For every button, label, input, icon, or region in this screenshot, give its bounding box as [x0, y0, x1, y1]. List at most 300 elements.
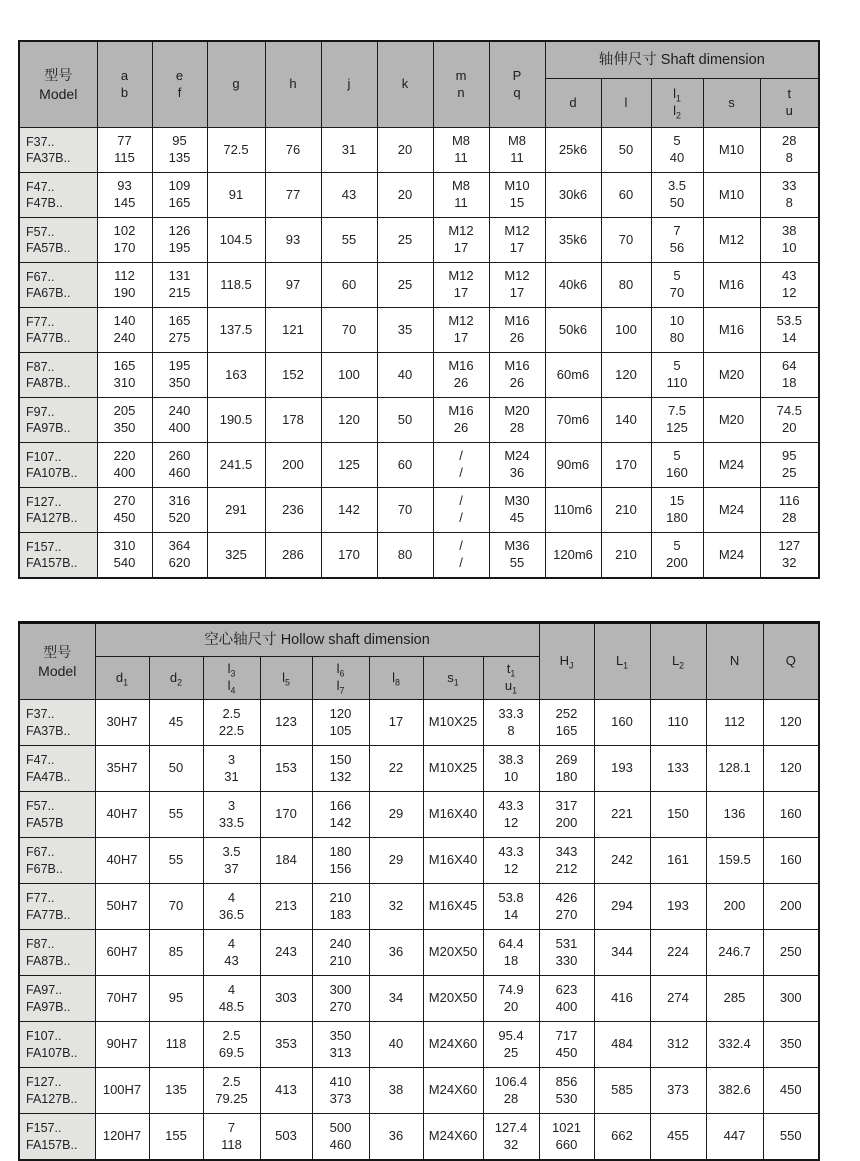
value-cell: 106.4 28 [483, 1068, 539, 1114]
value-cell: 585 [594, 1068, 650, 1114]
value-cell: 25k6 [545, 128, 601, 173]
value-cell: 210 [601, 533, 651, 579]
value-cell: 450 [763, 1068, 819, 1114]
value-cell: 110 [650, 700, 706, 746]
value-cell: 50k6 [545, 308, 601, 353]
model-column-header: 型号 Model [19, 41, 97, 128]
value-cell: 343 212 [539, 838, 594, 884]
value-cell: 100 [601, 308, 651, 353]
value-cell: 269 180 [539, 746, 594, 792]
value-cell: M10X25 [423, 700, 483, 746]
value-cell: M12 [703, 218, 760, 263]
value-cell: 60m6 [545, 353, 601, 398]
value-cell: 455 [650, 1114, 706, 1161]
value-cell: 270 450 [97, 488, 152, 533]
column-header-d: d [545, 79, 601, 128]
column-header-q-cap: Q [763, 623, 819, 700]
value-cell: 7 56 [651, 218, 703, 263]
value-cell: 77 [265, 173, 321, 218]
model-cell: F37.. FA37B.. [19, 128, 97, 173]
value-cell: 153 [260, 746, 312, 792]
value-cell: 350 [763, 1022, 819, 1068]
value-cell: 25 [377, 218, 433, 263]
value-cell: 4 36.5 [203, 884, 260, 930]
shaft-dimension-table [18, 40, 820, 579]
value-cell: 120 [763, 746, 819, 792]
value-cell: M24X60 [423, 1068, 483, 1114]
value-cell: 221 [594, 792, 650, 838]
hollow-shaft-dimension-table [18, 621, 820, 1161]
value-cell: 623 400 [539, 976, 594, 1022]
value-cell: 178 [265, 398, 321, 443]
value-cell: 210 183 [312, 884, 369, 930]
value-cell: 3.5 50 [651, 173, 703, 218]
value-cell: 29 [369, 838, 423, 884]
value-cell: 53.5 14 [760, 308, 819, 353]
value-cell: 717 450 [539, 1022, 594, 1068]
value-cell: 135 [149, 1068, 203, 1114]
value-cell: 70m6 [545, 398, 601, 443]
value-cell: 150 132 [312, 746, 369, 792]
value-cell: 2.5 79.25 [203, 1068, 260, 1114]
value-cell: M30 45 [489, 488, 545, 533]
value-cell: 166 142 [312, 792, 369, 838]
value-cell: 85 [149, 930, 203, 976]
value-cell: 3 31 [203, 746, 260, 792]
value-cell: 350 313 [312, 1022, 369, 1068]
value-cell: 95 25 [760, 443, 819, 488]
value-cell: M24 [703, 488, 760, 533]
value-cell: 310 540 [97, 533, 152, 579]
shaft-table-body [19, 128, 819, 579]
value-cell: 127 32 [760, 533, 819, 579]
value-cell: M16 [703, 308, 760, 353]
value-cell: 40H7 [95, 838, 149, 884]
column-header-l3-l4: $l_3$ $l_4$ [203, 657, 260, 700]
value-cell: 220 400 [97, 443, 152, 488]
value-cell: 3.5 37 [203, 838, 260, 884]
table-row [19, 838, 819, 884]
table-row [19, 1068, 819, 1114]
value-cell: 316 520 [152, 488, 207, 533]
model-column-header: 型号 Model [19, 623, 95, 700]
value-cell: 224 [650, 930, 706, 976]
model-cell: F47.. F47B.. [19, 173, 97, 218]
model-cell: F87.. FA87B.. [19, 353, 97, 398]
model-cell: F67.. F67B.. [19, 838, 95, 884]
column-header-t-u: t u [760, 79, 819, 128]
value-cell: 72.5 [207, 128, 265, 173]
value-cell: 10 80 [651, 308, 703, 353]
value-cell: M10 [703, 128, 760, 173]
value-cell: / / [433, 488, 489, 533]
value-cell: 40 [377, 353, 433, 398]
value-cell: 200 [265, 443, 321, 488]
value-cell: 200 [763, 884, 819, 930]
value-cell: 240 400 [152, 398, 207, 443]
table-row [19, 792, 819, 838]
value-cell: 28 8 [760, 128, 819, 173]
value-cell: 110m6 [545, 488, 601, 533]
value-cell: 382.6 [706, 1068, 763, 1114]
value-cell: 5 40 [651, 128, 703, 173]
column-header-l6-l7: $l_6$ $l_7$ [312, 657, 369, 700]
model-cell: F157.. FA157B.. [19, 533, 97, 579]
value-cell: 93 145 [97, 173, 152, 218]
value-cell: 40 [369, 1022, 423, 1068]
value-cell: 5 200 [651, 533, 703, 579]
value-cell: 60H7 [95, 930, 149, 976]
value-cell: 121 [265, 308, 321, 353]
value-cell: 80 [601, 263, 651, 308]
table-row [19, 173, 819, 218]
value-cell: 53.8 14 [483, 884, 539, 930]
value-cell: 140 [601, 398, 651, 443]
value-cell: M12 17 [489, 263, 545, 308]
value-cell: 165 310 [97, 353, 152, 398]
value-cell: 294 [594, 884, 650, 930]
column-header-l1-cap: $L_1$ [594, 623, 650, 700]
value-cell: 240 210 [312, 930, 369, 976]
value-cell: 300 [763, 976, 819, 1022]
value-cell: 3 33.5 [203, 792, 260, 838]
table-row [19, 884, 819, 930]
value-cell: M36 55 [489, 533, 545, 579]
value-cell: 241.5 [207, 443, 265, 488]
value-cell: M16 [703, 263, 760, 308]
value-cell: 120 105 [312, 700, 369, 746]
value-cell: / / [433, 443, 489, 488]
value-cell: 4 43 [203, 930, 260, 976]
value-cell: 364 620 [152, 533, 207, 579]
value-cell: 246.7 [706, 930, 763, 976]
value-cell: 64.4 18 [483, 930, 539, 976]
hollow-shaft-group-header: 空心轴尺寸 Hollow shaft dimension [95, 623, 539, 657]
value-cell: 77 115 [97, 128, 152, 173]
value-cell: 410 373 [312, 1068, 369, 1114]
value-cell: 137.5 [207, 308, 265, 353]
value-cell: 70 [377, 488, 433, 533]
value-cell: 60 [321, 263, 377, 308]
table-row [19, 218, 819, 263]
column-header-hj: $H_J$ [539, 623, 594, 700]
value-cell: 20 [377, 128, 433, 173]
value-cell: 70H7 [95, 976, 149, 1022]
value-cell: 447 [706, 1114, 763, 1161]
table-row [19, 700, 819, 746]
value-cell: M16X45 [423, 884, 483, 930]
value-cell: M24X60 [423, 1114, 483, 1161]
value-cell: 32 [369, 884, 423, 930]
value-cell: 25 [377, 263, 433, 308]
column-header-s: s [703, 79, 760, 128]
table-row [19, 353, 819, 398]
value-cell: M10 [703, 173, 760, 218]
column-header-d1: $d_1$ [95, 657, 149, 700]
value-cell: 38.3 10 [483, 746, 539, 792]
value-cell: 550 [763, 1114, 819, 1161]
value-cell: 100H7 [95, 1068, 149, 1114]
value-cell: 161 [650, 838, 706, 884]
value-cell: 856 530 [539, 1068, 594, 1114]
value-cell: 45 [149, 700, 203, 746]
column-header-l5: $l_5$ [260, 657, 312, 700]
value-cell: 36 [369, 930, 423, 976]
value-cell: M20 [703, 353, 760, 398]
value-cell: 2.5 69.5 [203, 1022, 260, 1068]
value-cell: 38 [369, 1068, 423, 1114]
value-cell: 285 [706, 976, 763, 1022]
value-cell: 38 10 [760, 218, 819, 263]
value-cell: M16 26 [489, 308, 545, 353]
value-cell: 503 [260, 1114, 312, 1161]
value-cell: 95 135 [152, 128, 207, 173]
value-cell: 116 28 [760, 488, 819, 533]
column-header-l2-cap: $L_2$ [650, 623, 706, 700]
value-cell: 126 195 [152, 218, 207, 263]
model-cell: F37.. FA37B.. [19, 700, 95, 746]
value-cell: 484 [594, 1022, 650, 1068]
value-cell: 531 330 [539, 930, 594, 976]
column-header-e-f: e f [152, 41, 207, 128]
value-cell: 195 350 [152, 353, 207, 398]
value-cell: M24 [703, 533, 760, 579]
value-cell: 33.3 8 [483, 700, 539, 746]
value-cell: 112 [706, 700, 763, 746]
column-header-n-cap: N [706, 623, 763, 700]
value-cell: 40H7 [95, 792, 149, 838]
value-cell: 50H7 [95, 884, 149, 930]
model-cell: F97.. FA97B.. [19, 398, 97, 443]
value-cell: 64 18 [760, 353, 819, 398]
table-row [19, 1114, 819, 1161]
value-cell: 30H7 [95, 700, 149, 746]
column-header-g: g [207, 41, 265, 128]
value-cell: 205 350 [97, 398, 152, 443]
value-cell: M10X25 [423, 746, 483, 792]
value-cell: M8 11 [489, 128, 545, 173]
value-cell: 70 [149, 884, 203, 930]
value-cell: 55 [149, 792, 203, 838]
column-header-m-n: m n [433, 41, 489, 128]
column-header-h: h [265, 41, 321, 128]
value-cell: 236 [265, 488, 321, 533]
value-cell: 35H7 [95, 746, 149, 792]
column-header-d2: $d_2$ [149, 657, 203, 700]
column-header-p-q: P q [489, 41, 545, 128]
value-cell: 95.4 25 [483, 1022, 539, 1068]
value-cell: 60 [601, 173, 651, 218]
table-row [19, 1022, 819, 1068]
value-cell: 60 [377, 443, 433, 488]
value-cell: 159.5 [706, 838, 763, 884]
value-cell: 312 [650, 1022, 706, 1068]
model-cell: F77.. FA77B.. [19, 308, 97, 353]
value-cell: 74.5 20 [760, 398, 819, 443]
value-cell: M12 17 [489, 218, 545, 263]
value-cell: 43 [321, 173, 377, 218]
value-cell: 31 [321, 128, 377, 173]
value-cell: 50 [601, 128, 651, 173]
table-row [19, 976, 819, 1022]
value-cell: 112 190 [97, 263, 152, 308]
value-cell: 97 [265, 263, 321, 308]
value-cell: 210 [601, 488, 651, 533]
value-cell: 76 [265, 128, 321, 173]
model-cell: F157.. FA157B.. [19, 1114, 95, 1161]
value-cell: 193 [594, 746, 650, 792]
value-cell: 120 [601, 353, 651, 398]
value-cell: 136 [706, 792, 763, 838]
value-cell: 184 [260, 838, 312, 884]
value-cell: 22 [369, 746, 423, 792]
value-cell: 93 [265, 218, 321, 263]
value-cell: M20 28 [489, 398, 545, 443]
value-cell: 104.5 [207, 218, 265, 263]
value-cell: 33 8 [760, 173, 819, 218]
model-cell: F107.. FA107B.. [19, 1022, 95, 1068]
model-cell: F127.. FA127B.. [19, 1068, 95, 1114]
value-cell: M12 17 [433, 263, 489, 308]
value-cell: M16 26 [433, 398, 489, 443]
value-cell: 180 156 [312, 838, 369, 884]
value-cell: 140 240 [97, 308, 152, 353]
value-cell: 55 [149, 838, 203, 884]
value-cell: 35k6 [545, 218, 601, 263]
table-row [19, 308, 819, 353]
value-cell: 123 [260, 700, 312, 746]
value-cell: 353 [260, 1022, 312, 1068]
value-cell: 17 [369, 700, 423, 746]
value-cell: 120 [321, 398, 377, 443]
table-row [19, 746, 819, 792]
value-cell: M20X50 [423, 976, 483, 1022]
value-cell: 70 [601, 218, 651, 263]
value-cell: 193 [650, 884, 706, 930]
value-cell: M12 17 [433, 218, 489, 263]
value-cell: 274 [650, 976, 706, 1022]
column-header-j: j [321, 41, 377, 128]
table-row [19, 488, 819, 533]
value-cell: 413 [260, 1068, 312, 1114]
value-cell: 213 [260, 884, 312, 930]
value-cell: M8 11 [433, 173, 489, 218]
column-header-a-b: a b [97, 41, 152, 128]
model-cell: F57.. FA57B.. [19, 218, 97, 263]
value-cell: 190.5 [207, 398, 265, 443]
value-cell: 7 118 [203, 1114, 260, 1161]
value-cell: 43.3 12 [483, 838, 539, 884]
value-cell: 15 180 [651, 488, 703, 533]
value-cell: 100 [321, 353, 377, 398]
value-cell: 160 [594, 700, 650, 746]
value-cell: M24X60 [423, 1022, 483, 1068]
value-cell: M8 11 [433, 128, 489, 173]
value-cell: 242 [594, 838, 650, 884]
value-cell: M12 17 [433, 308, 489, 353]
value-cell: 1021 660 [539, 1114, 594, 1161]
value-cell: 332.4 [706, 1022, 763, 1068]
value-cell: 426 270 [539, 884, 594, 930]
value-cell: 170 [260, 792, 312, 838]
value-cell: 118 [149, 1022, 203, 1068]
value-cell: 200 [706, 884, 763, 930]
value-cell: 70 [321, 308, 377, 353]
value-cell: 20 [377, 173, 433, 218]
value-cell: 91 [207, 173, 265, 218]
column-header-l: l [601, 79, 651, 128]
value-cell: 95 [149, 976, 203, 1022]
table-row [19, 930, 819, 976]
value-cell: 109 165 [152, 173, 207, 218]
value-cell: 120m6 [545, 533, 601, 579]
table-row [19, 263, 819, 308]
value-cell: 373 [650, 1068, 706, 1114]
value-cell: 5 110 [651, 353, 703, 398]
column-header-k: k [377, 41, 433, 128]
value-cell: 165 275 [152, 308, 207, 353]
value-cell: M16 26 [489, 353, 545, 398]
value-cell: 55 [321, 218, 377, 263]
value-cell: 43.3 12 [483, 792, 539, 838]
value-cell: 252 165 [539, 700, 594, 746]
table-row [19, 398, 819, 443]
value-cell: M24 36 [489, 443, 545, 488]
value-cell: 120 [763, 700, 819, 746]
model-cell: F127.. FA127B.. [19, 488, 97, 533]
column-header-t1-u1: $t_1$ $u_1$ [483, 657, 539, 700]
value-cell: 128.1 [706, 746, 763, 792]
model-cell: F77.. FA77B.. [19, 884, 95, 930]
value-cell: 118.5 [207, 263, 265, 308]
model-cell: F57.. FA57B [19, 792, 95, 838]
value-cell: 160 [763, 838, 819, 884]
value-cell: M20X50 [423, 930, 483, 976]
value-cell: 160 [763, 792, 819, 838]
value-cell: 303 [260, 976, 312, 1022]
value-cell: 500 460 [312, 1114, 369, 1161]
value-cell: 43 12 [760, 263, 819, 308]
value-cell: 243 [260, 930, 312, 976]
hollow-table-body [19, 700, 819, 1161]
value-cell: 102 170 [97, 218, 152, 263]
column-header-l1-l2: $l_1$ $l_2$ [651, 79, 703, 128]
value-cell: 50 [149, 746, 203, 792]
value-cell: 662 [594, 1114, 650, 1161]
value-cell: M10 15 [489, 173, 545, 218]
value-cell: 317 200 [539, 792, 594, 838]
value-cell: M24 [703, 443, 760, 488]
value-cell: 80 [377, 533, 433, 579]
value-cell: 133 [650, 746, 706, 792]
model-cell: FA97.. FA97B.. [19, 976, 95, 1022]
value-cell: 291 [207, 488, 265, 533]
model-cell: F87.. FA87B.. [19, 930, 95, 976]
shaft-dimension-group-header: 轴伸尺寸 Shaft dimension [545, 41, 819, 79]
value-cell: 170 [601, 443, 651, 488]
value-cell: 7.5 125 [651, 398, 703, 443]
value-cell: 29 [369, 792, 423, 838]
model-cell: F67.. FA67B.. [19, 263, 97, 308]
value-cell: 74.9 20 [483, 976, 539, 1022]
value-cell: 127.4 32 [483, 1114, 539, 1161]
value-cell: 4 48.5 [203, 976, 260, 1022]
value-cell: 2.5 22.5 [203, 700, 260, 746]
value-cell: / / [433, 533, 489, 579]
model-cell: F107.. FA107B.. [19, 443, 97, 488]
value-cell: 120H7 [95, 1114, 149, 1161]
table-row [19, 128, 819, 173]
